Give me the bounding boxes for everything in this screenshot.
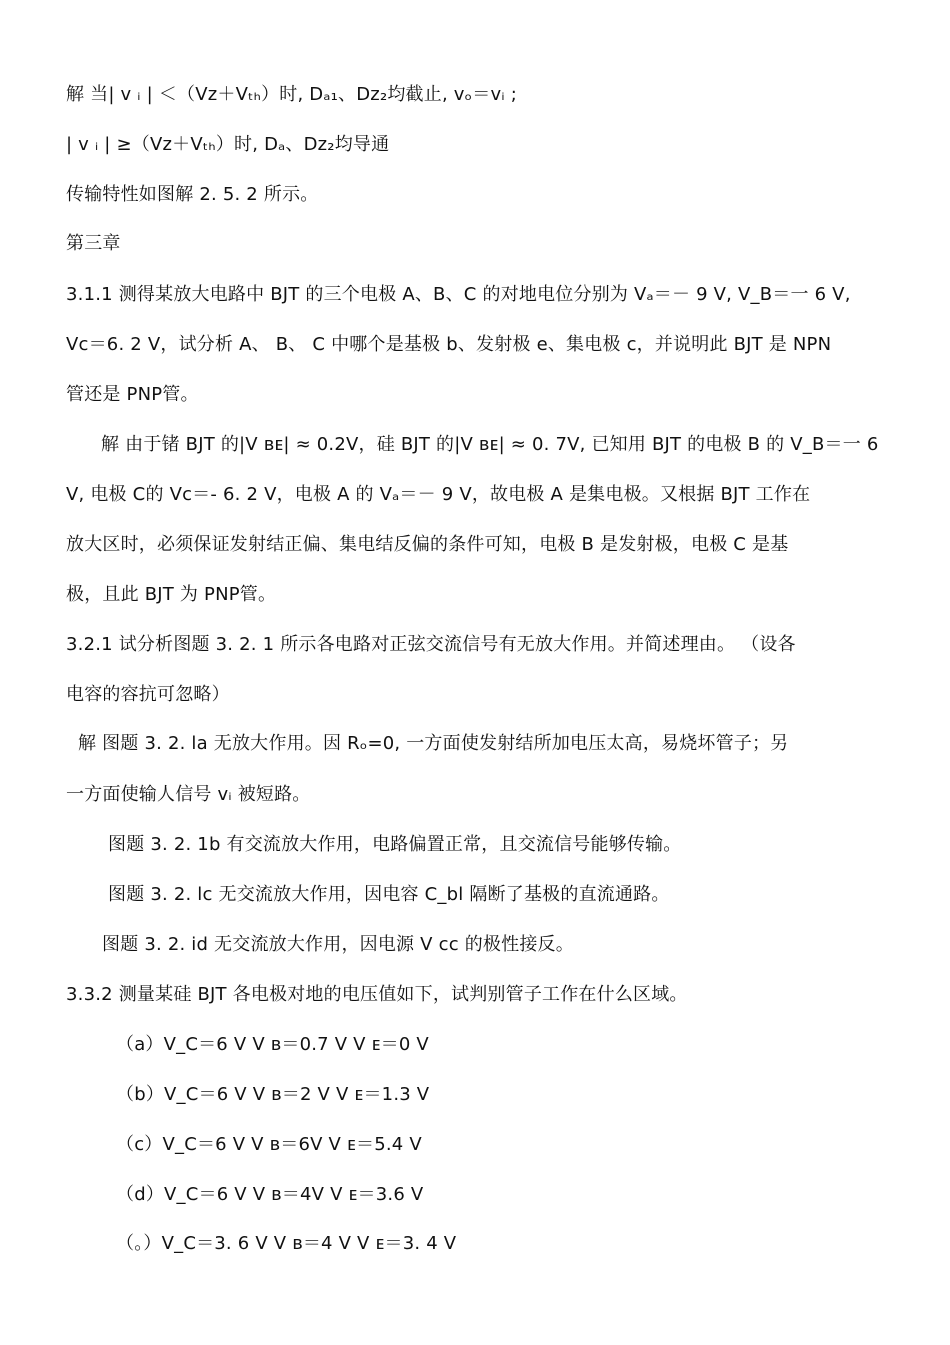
option-b: （b）V_C＝6 V V ʙ＝2 V V ᴇ＝1.3 V (116, 1084, 430, 1105)
problem-3-2-1: 3.2.1 试分析图题 3. 2. 1 所示各电路对正弦交流信号有无放大作用。并简述理由。 （设各 (66, 634, 796, 655)
option-c: （c）V_C＝6 V V ʙ＝6V V ᴇ＝5.4 V (116, 1134, 422, 1155)
chapter-heading: 第三章 (66, 233, 121, 254)
text-line: 管还是 PNP管。 (66, 384, 199, 405)
text-line: 放大区时，必须保证发射结正偏、集电结反偏的条件可知，电极 B 是发射极，电极 C 是基 (66, 534, 789, 555)
text-line: 图题 3. 2. 1b 有交流放大作用，电路偏置正常，且交流信号能够传输。 (108, 834, 682, 855)
solution-line: 解 图题 3. 2. la 无放大作用。因 Rₒ=0, 一方面使发射结所加电压太高，易烧坏管子；另 (78, 733, 789, 754)
problem-3-3-2: 3.3.2 测量某硅 BJT 各电极对地的电压值如下，试判别管子工作在什么区域。 (66, 984, 688, 1005)
text-line: 图题 3. 2. id 无交流放大作用，因电源 V cc 的极性接反。 (102, 934, 574, 955)
text-line: 传输特性如图解 2. 5. 2 所示。 (66, 184, 319, 205)
text-line: 电容的容抗可忽略） (66, 684, 230, 705)
text-line: V, 电极 C的 Vc＝- 6. 2 V，电极 A 的 Vₐ＝－ 9 V，故电极 A 是集电极。又根据 BJT 工作在 (66, 484, 811, 505)
text-line: 解 当| v ᵢ | ＜（Vz＋Vₜₕ）时, Dₐ₁、Dz₂均截止, vₒ＝vᵢ ; (66, 84, 517, 105)
text-line: Vc＝6. 2 V，试分析 A、 B、 C 中哪个是基极 b、发射极 e、集电极 c，并说明此 BJT 是 NPN (66, 334, 832, 355)
text-line: | v ᵢ | ≥（Vz＋Vₜₕ）时, Dₐ、Dz₂均导通 (66, 134, 390, 155)
option-a: （a）V_C＝6 V V ʙ＝0.7 V V ᴇ＝0 V (116, 1034, 429, 1055)
text-line: 极，且此 BJT 为 PNP管。 (66, 584, 277, 605)
option-d: （d）V_C＝6 V V ʙ＝4V V ᴇ＝3.6 V (116, 1184, 424, 1205)
text-line: 一方面使输人信号 vᵢ 被短路。 (66, 784, 311, 805)
solution-line: 解 由于锗 BJT 的|V ʙᴇ| ≈ 0.2V，硅 BJT 的|V ʙᴇ| ≈ 0. 7V, 已知用 BJT 的电极 B 的 V_B＝一 6 (101, 434, 879, 455)
option-e: （。）V_C＝3. 6 V V ʙ＝4 V V ᴇ＝3. 4 V (116, 1233, 457, 1254)
text-line: 图题 3. 2. lc 无交流放大作用，因电容 C_bl 隔断了基极的直流通路。 (108, 884, 670, 905)
problem-3-1-1: 3.1.1 测得某放大电路中 BJT 的三个电极 A、B、C 的对地电位分别为 Vₐ＝－ 9 V, V_B＝一 6 V, (66, 284, 851, 305)
